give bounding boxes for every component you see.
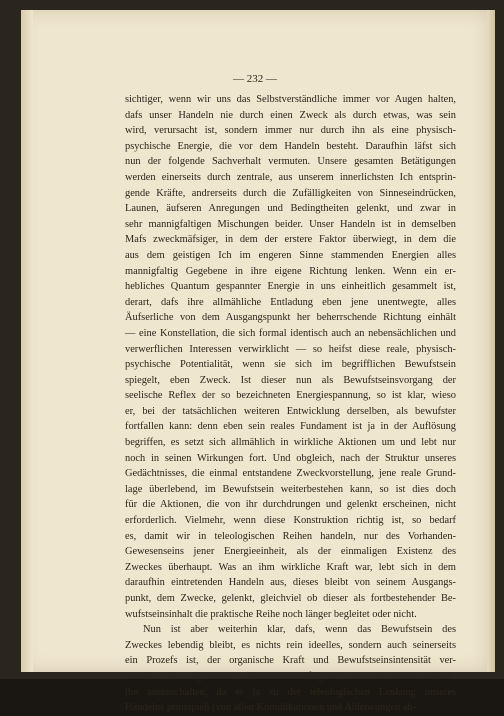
text-line: dafs unser Handeln nie durch einen Zweck als durch etwas, was sein (125, 109, 456, 121)
text-line: punkt, dem Zwecke, gelenkt, gleichviel ob dieser als fortbestehender Be- (125, 593, 456, 604)
text-line: Nun ist aber weiterhin klar, dafs, wenn das Bewufstsein des (143, 624, 456, 636)
text-line: Mafs zweckmäfsiger, in dem der erstere Faktor überwiegt, in dem die (125, 234, 456, 246)
text-line: Handelns prinzipiell (von allen Komplikationen und Ablenkungen ab- (125, 702, 417, 714)
text-line: wird, verursacht ist, sondern immer nur durch ihn als eine physisch- (125, 125, 456, 137)
text-line: — eine Konstellation, die sich formal identisch auch an nebensächlichen und (125, 327, 456, 339)
text-line: Zweckes lebendig bleibt, es nichts rein ideelles, sondern auch seinerseits (125, 639, 456, 651)
text-line: Gedächtnisses, die einmal entstandene Zweckvorstellung, jene reale Grund- (125, 468, 456, 480)
book-page (21, 10, 489, 714)
text-line: für die Aktionen, die von ihr durchdrungen und gelenkt erscheinen, nicht (125, 499, 456, 511)
text-line: sichtiger, wenn wir uns das Selbstverständliche immer vor Augen halten, (125, 94, 456, 105)
text-line: fortfallen kann: denn eben sein reales Fundament ist ja in der Auflösung (125, 421, 456, 433)
page-edge (487, 10, 495, 672)
text-line: Zweckes überhaupt. Was an ihm wirkliche Kraft war, lebt sich in dem (125, 561, 456, 573)
text-line: mannigfaltig Gegebene in ihre eigene Richtung lenken. Wenn ein er- (125, 265, 456, 277)
text-line: wufstseinsinhalt die praktische Reihe noch länger begleitet oder nicht. (125, 608, 417, 620)
text-line: seelische Reflex der so bezeichneten Energiespannung, so ist klar, wieso (125, 390, 456, 402)
text-line: noch in seinen Wirkungen fort. Und obgleich, nach der Struktur unseres (125, 452, 456, 464)
text-line: psychische Energie, die vor dem Handeln besteht. Daraufhin läfst sich (125, 140, 456, 152)
text-line: begriffen, es setzt sich allmählich in wirkliche Aktionen um und lebt nur (125, 437, 456, 449)
text-line: Launen, äufseren Anregungen und Bedingtheiten gelenkt, und zwar in (125, 203, 456, 215)
text-line: es, damit wir in teleologischen Reihen handeln, nur des Vorhanden- (125, 530, 456, 542)
text-line: werden einerseits durch zentrale, aus unserem innerlichsten Ich entsprin- (125, 171, 456, 183)
page-number: — 232 — (233, 73, 277, 85)
text-line: daraufhin eintretenden Handeln aus, dieses bleibt von seinem Ausgangs- (125, 577, 456, 589)
text-line: erforderlich. Vielmehr, wenn diese Konstruktion richtig ist, so bedarf (125, 515, 456, 527)
text-line: psychische Potentialität, wenn sie sich im begrifflichen Bewufstsein (125, 359, 456, 371)
text-line: Äufserliche von dem Ausgangspunkt her beherrschende Richtung einhält (125, 312, 456, 324)
text-line: ihn auszuschalten, da er ja zu der teleologischen Lenkung unseres (125, 686, 456, 698)
text-line: verwerflichen Interessen verwirklicht — so heifst diese reale, physisch- (125, 343, 456, 355)
text-line: lage überlebend, im Bewufstsein weiterbestehen kann, so ist dies doch (125, 483, 456, 495)
text-line: gende Kräfte, andrerseits durch die Zufälligkeiten von Sinneseindrücken, (125, 187, 456, 199)
text-line: derart, dafs ihre allmähliche Entladung eben jene unentwegte, alles (125, 296, 456, 308)
text-line: spiegelt, eben Zweck. Ist dieser nun als Bewufstseinsvorgang der (125, 374, 456, 386)
text-line: hebliches Quantum gespannter Energie in uns einheitlich gesammelt ist, (125, 281, 456, 293)
text-line: braucht. Die allgemeine Lebenszweckmäfsigkeit wird also dahin streben, (125, 670, 456, 682)
text-line: Gewesenseins jener Energieeinheit, als der einmaligen Existenz des (125, 546, 456, 558)
text-line: ein Prozefs ist, der organische Kraft und Bewufstseinsintensität ver- (125, 655, 456, 667)
text-line: er, bei der tatsächlichen weiteren Entwicklung derselben, als bewufster (125, 405, 456, 417)
text-line: nun der folgende Sachverhalt vermuten. Unsere gesamten Betätigungen (125, 156, 456, 168)
page-gutter-shadow (21, 10, 33, 672)
body-text (125, 92, 456, 716)
text-line: sehr mannigfaltigen Mischungen beider. Unser Handeln ist in demselben (125, 218, 456, 230)
text-line: aus dem geistigen Ich im engeren Sinne stammenden Energien alles (125, 249, 456, 261)
